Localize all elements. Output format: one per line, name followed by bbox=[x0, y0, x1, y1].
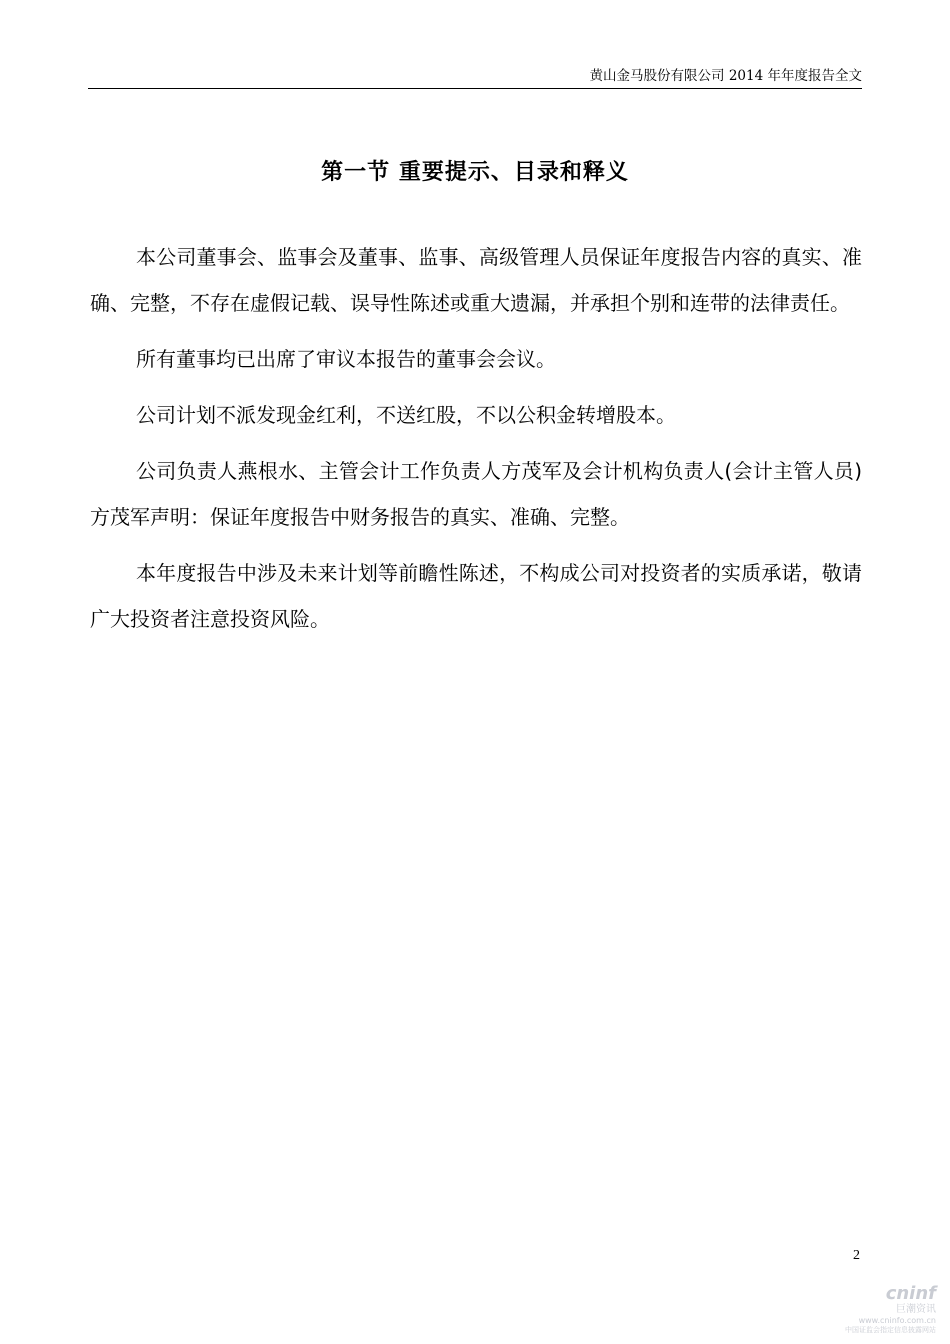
paragraph-forward-looking-risk: 本年度报告中涉及未来计划等前瞻性陈述，不构成公司对投资者的实质承诺，敬请广大投资者注意投资风险。 bbox=[90, 561, 862, 631]
page-number: 2 bbox=[853, 1248, 860, 1263]
watermark-url: www.cninfo.com.cn bbox=[858, 1316, 936, 1325]
watermark-cn-name: 巨潮资讯 bbox=[896, 1304, 936, 1315]
page-header bbox=[88, 62, 862, 89]
paragraph-board-attendance: 所有董事均已出席了审议本报告的董事会会议。 bbox=[136, 347, 556, 371]
body-content bbox=[90, 234, 862, 652]
watermark-caption: 中国证监会指定信息披露网站 bbox=[845, 1326, 936, 1334]
paragraph-financial-declaration: 公司负责人燕根水、主管会计工作负责人方茂军及会计机构负责人(会计主管人员)方茂军声明：保证年度报告中财务报告的真实、准确、完整。 bbox=[90, 459, 862, 529]
header-title: 黄山金马股份有限公司 2014 年年度报告全文 bbox=[589, 68, 862, 84]
paragraph-dividend-plan: 公司计划不派发现金红利，不送红股，不以公积金转增股本。 bbox=[136, 403, 676, 427]
paragraph-responsibility-statement: 本公司董事会、监事会及董事、监事、高级管理人员保证年度报告内容的真实、准确、完整，不存在虚假记载、误导性陈述或重大遗漏，并承担个别和连带的法律责任。 bbox=[90, 245, 862, 315]
section-title: 第一节 重要提示、目录和释义 bbox=[321, 160, 629, 185]
watermark-logo-text: cninf bbox=[885, 1283, 936, 1304]
cninfo-watermark-logo bbox=[826, 1284, 936, 1340]
